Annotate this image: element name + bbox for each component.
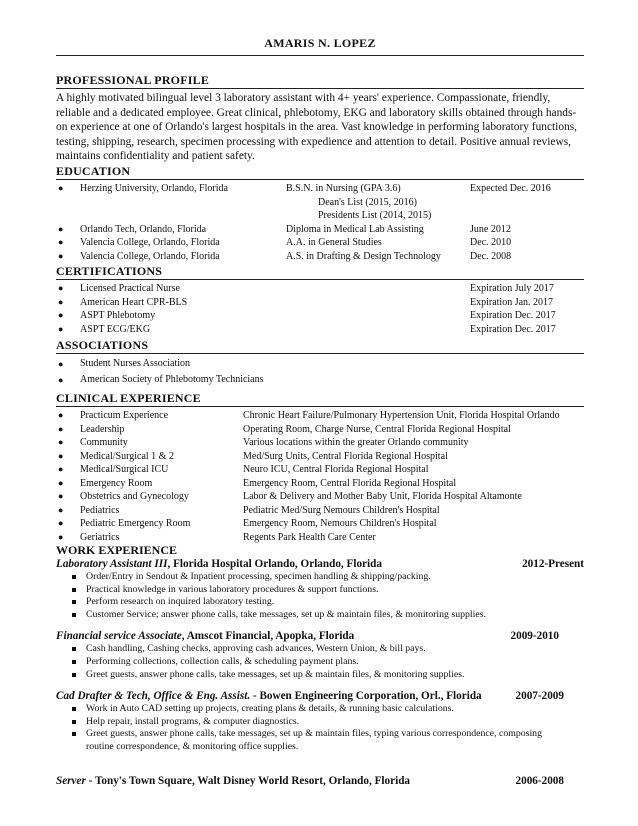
job-title: Laboratory Assistant III — [56, 558, 168, 570]
header-rule — [56, 55, 584, 56]
bullet-icon — [72, 588, 76, 592]
clinical-item — [56, 504, 584, 518]
bullet-icon: ● — [58, 237, 64, 247]
certifications-section — [56, 264, 584, 336]
bullet-icon — [72, 660, 76, 664]
association-name: Student Nurses Association — [80, 358, 190, 369]
association-name: American Society of Phlebotomy Technicians — [80, 374, 264, 385]
clinical-place: Labor & Delivery and Mother Baby Unit, Florida Hospital Altamonte — [243, 491, 522, 502]
clinical-area: Practicum Experience — [80, 410, 169, 421]
clinical-area: Obstetrics and Gynecology — [80, 491, 189, 502]
job-duty — [56, 643, 584, 656]
clinical-place: Pediatric Med/Surg Nemours Children's Hospital — [243, 504, 440, 516]
clinical-place: Neuro ICU, Central Florida Regional Hospital — [243, 464, 429, 475]
clinical-item — [56, 450, 584, 464]
bullet-icon: ● — [58, 283, 64, 293]
certification-expiration: Expiration Dec. 2017 — [470, 310, 556, 321]
clinical-list — [56, 409, 584, 544]
job-company: , Amscot Financial, Apopka, Florida — [181, 630, 355, 643]
bullet-icon — [72, 732, 76, 736]
clinical-area: Pediatric Emergency Room — [80, 518, 191, 529]
job-header — [56, 689, 584, 703]
clinical-place: Chronic Heart Failure/Pulmonary Hypertension Unit, Florida Hospital Orlando — [243, 410, 560, 421]
certifications-list — [56, 282, 584, 336]
job-dates: 2007-2009 — [515, 690, 564, 703]
education-school: Valencia College, Orlando, Florida — [80, 250, 220, 262]
duty-text: Order/Entry in Sendout & Inpatient processing, specimen handling & shipping/packing. — [86, 571, 431, 582]
job-title: Financial service Associate — [56, 630, 182, 643]
duty-text: Greet guests, answer phone calls, take messages, set up & maintain files, & monitoring supplies. — [86, 668, 465, 680]
certification-item — [56, 323, 584, 337]
job-duty — [56, 656, 584, 669]
clinical-place: Emergency Room, Central Florida Regional Hospital — [243, 477, 457, 489]
job-duty — [56, 571, 584, 584]
clinical-section — [56, 391, 584, 544]
clinical-area: Community — [80, 437, 128, 448]
bullet-icon: ● — [58, 310, 64, 320]
bullet-icon — [72, 613, 76, 617]
education-date: Dec. 2008 — [470, 250, 512, 262]
education-school: Orlando Tech, Orlando, Florida — [80, 223, 207, 235]
duty-text: Practical knowledge in various laboratory procedures & support functions. — [86, 583, 379, 595]
job-title: Cad Drafter & Tech, Office & Eng. Assist. — [56, 690, 251, 703]
associations-section — [56, 338, 584, 388]
education-degree: A.A. in General Studies — [286, 237, 382, 248]
job-duty — [56, 728, 584, 753]
job-dates: 2009-2010 — [510, 630, 559, 643]
education-honor — [56, 196, 584, 210]
certification-name: ASPT Phlebotomy — [80, 310, 156, 321]
bullet-icon: ● — [58, 323, 64, 334]
bullet-icon: ● — [58, 450, 64, 461]
clinical-item — [56, 463, 584, 477]
clinical-area: Emergency Room — [80, 477, 153, 489]
job-company: , Florida Hospital Orlando, Orlando, Florida — [167, 558, 382, 570]
work-heading: WORK EXPERIENCE — [56, 543, 178, 557]
job-dates: 2006-2008 — [515, 774, 564, 787]
education-date: Dec. 2010 — [470, 237, 512, 248]
education-item — [56, 250, 584, 264]
clinical-area: Pediatrics — [80, 504, 120, 516]
job-header — [56, 629, 584, 643]
clinical-heading: CLINICAL EXPERIENCE — [56, 391, 584, 407]
job-duty — [56, 584, 584, 597]
duty-text: Work in Auto CAD setting up projects, creating plans & details, & running basic calculations. — [86, 703, 454, 715]
bullet-icon: ● — [58, 531, 64, 542]
education-item — [56, 182, 584, 196]
clinical-item — [56, 517, 584, 531]
clinical-place: Emergency Room, Nemours Children's Hospital — [243, 518, 437, 529]
bullet-icon — [72, 720, 76, 724]
certifications-heading: CERTIFICATIONS — [56, 264, 584, 280]
clinical-place: Med/Surg Units, Central Florida Regional Hospital — [243, 450, 448, 462]
education-honor — [56, 209, 584, 223]
certification-expiration: Expiration Jan. 2017 — [470, 296, 554, 308]
associations-heading: ASSOCIATIONS — [56, 338, 584, 354]
job-dates: 2012-Present — [522, 558, 584, 570]
association-item — [56, 356, 584, 372]
certification-item — [56, 309, 584, 323]
clinical-item — [56, 531, 584, 545]
clinical-place: Regents Park Health Care Center — [243, 531, 376, 543]
certification-item — [56, 296, 584, 310]
duty-text: Customer Service; answer phone calls, take messages, set up & maintain files, & monitoring supplies. — [86, 608, 486, 620]
bullet-icon: ● — [58, 410, 64, 420]
job-company: - Tony's Town Square, Walt Disney World Resort, Orlando, Florida — [85, 774, 411, 787]
job-header — [56, 557, 584, 571]
certification-expiration: Expiration Dec. 2017 — [470, 323, 556, 335]
clinical-area: Medical/Surgical 1 & 2 — [80, 450, 174, 462]
certification-name: American Heart CPR-BLS — [80, 296, 188, 308]
job-header — [56, 774, 584, 788]
education-degree: A.S. in Drafting & Design Technology — [286, 250, 441, 262]
certification-item — [56, 282, 584, 296]
associations-list — [56, 356, 584, 388]
clinical-item — [56, 423, 584, 437]
clinical-item — [56, 477, 584, 491]
bullet-icon: ● — [58, 423, 64, 434]
education-heading: EDUCATION — [56, 164, 584, 180]
duty-text: Cash handling, Cashing checks, approving cash advances, Western Union, & bill pays. — [86, 643, 426, 655]
clinical-area: Leadership — [80, 423, 125, 435]
bullet-icon — [72, 600, 76, 604]
clinical-area: Geriatrics — [80, 531, 120, 543]
work-section — [56, 543, 584, 788]
bullet-icon: ● — [58, 375, 64, 385]
duty-text: Greet guests, answer phone calls, take messages, set up & maintain files, typing various correspondence, composing routine correspondence, & monitoring office supplies. — [86, 728, 542, 752]
bullet-icon: ● — [58, 504, 64, 515]
job-duty — [56, 716, 584, 729]
duty-text: Perform research on inquired laboratory testing. — [86, 596, 275, 608]
profile-text: A highly motivated bilingual level 3 laboratory assistant with 4+ years' experience. Compassionate, friendly, reliable and a dedicated employee. Great clinical, phlebotomy, EKG and laboratory skills obtained through hands-on experience at one of Orlando's largest hospitals in the area. Vast knowledge in performing laboratory functions, testing, shipping, research, specimen processing with expedience and attention to detail. Positive annual reviews, maintains confidentiality and patient safety. — [56, 92, 578, 163]
bullet-icon: ● — [58, 437, 64, 447]
job-duty — [56, 596, 584, 609]
bullet-icon — [72, 707, 76, 711]
education-date: Expected Dec. 2016 — [470, 183, 551, 194]
job-title: Server — [56, 774, 86, 787]
education-item — [56, 236, 584, 250]
certification-expiration: Expiration July 2017 — [470, 283, 554, 294]
job-duty — [56, 669, 584, 682]
certification-name: Licensed Practical Nurse — [80, 283, 180, 294]
education-date: June 2012 — [470, 223, 511, 235]
bullet-icon: ● — [58, 464, 64, 474]
duty-text: Help repair, install programs, & computer diagnostics. — [86, 715, 300, 727]
clinical-place: Various locations within the greater Orlando community — [243, 437, 469, 448]
bullet-icon — [72, 647, 76, 651]
honor-text: Presidents List (2014, 2015) — [318, 210, 432, 221]
bullet-icon: ● — [58, 223, 64, 234]
bullet-icon — [72, 575, 76, 579]
bullet-icon: ● — [58, 359, 64, 369]
profile-heading: PROFESSIONAL PROFILE — [56, 73, 584, 89]
bullet-icon: ● — [58, 491, 64, 501]
bullet-icon: ● — [58, 518, 64, 528]
candidate-name: AMARIS N. LOPEZ — [264, 36, 376, 50]
bullet-icon: ● — [58, 477, 64, 488]
bullet-icon: ● — [58, 250, 64, 261]
bullet-icon: ● — [58, 183, 64, 193]
clinical-item — [56, 409, 584, 423]
job-duty — [56, 609, 584, 622]
education-degree: B.S.N. in Nursing (GPA 3.6) — [286, 183, 401, 194]
clinical-area: Medical/Surgical ICU — [80, 464, 169, 475]
bullet-icon: ● — [58, 296, 64, 307]
profile-section — [56, 73, 584, 164]
association-item — [56, 372, 584, 388]
clinical-item — [56, 436, 584, 450]
bullet-icon — [72, 673, 76, 677]
job-company: - Bowen Engineering Corporation, Orl., Florida — [250, 690, 482, 703]
education-school: Herzing University, Orlando, Florida — [80, 183, 228, 194]
education-section — [56, 164, 584, 263]
clinical-place: Operating Room, Charge Nurse, Central Florida Regional Hospital — [243, 423, 511, 435]
education-list — [56, 182, 584, 263]
education-school: Valencia College, Orlando, Florida — [80, 237, 220, 248]
clinical-item — [56, 490, 584, 504]
education-item — [56, 223, 584, 237]
certification-name: ASPT ECG/EKG — [80, 323, 151, 335]
job-duty — [56, 703, 584, 716]
duty-text: Performing collections, collection calls, & scheduling payment plans. — [86, 655, 359, 667]
honor-text: Dean's List (2015, 2016) — [318, 196, 418, 208]
education-degree: Diploma in Medical Lab Assisting — [286, 223, 424, 235]
